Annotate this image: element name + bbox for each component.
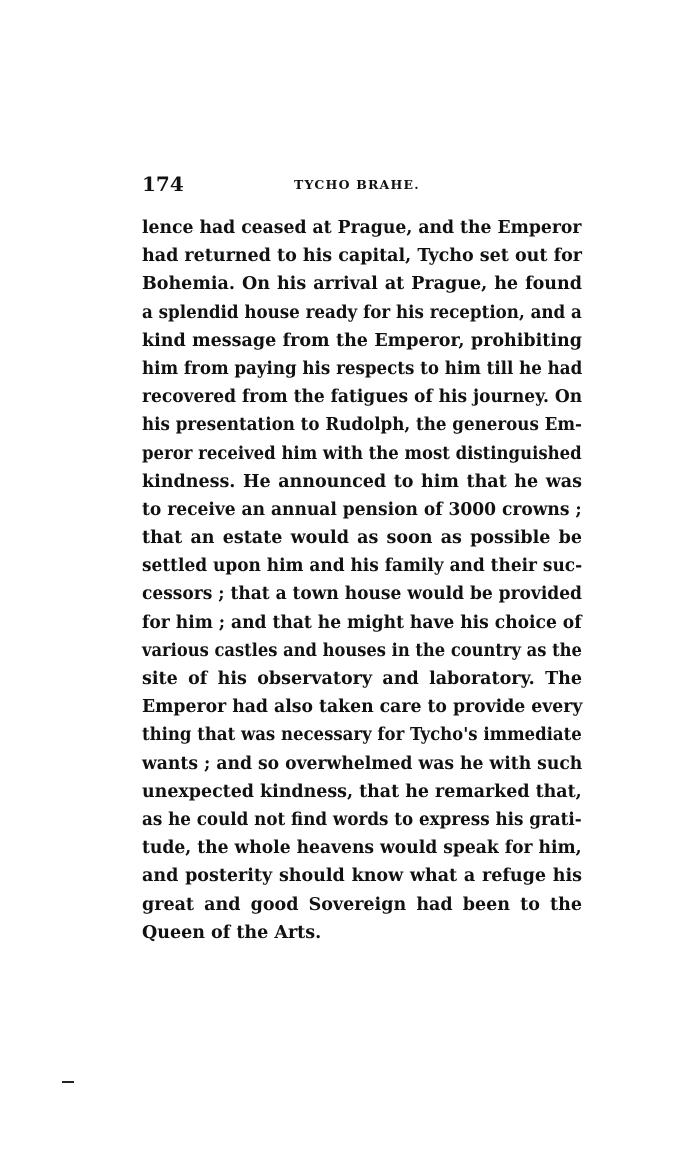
text-line: Bohemia. On his arrival at Prague, he found <box>142 274 582 295</box>
text-line: site of his observatory and laboratory. The <box>142 669 582 689</box>
text-line: thing that was necessary for Tycho's immediate <box>142 725 582 746</box>
text-line: a splendid house ready for his reception, and a <box>142 302 582 323</box>
text-line: as he could not find words to express his grati- <box>142 809 582 830</box>
text-line: settled upon him and his family and their suc- <box>142 556 583 577</box>
text-line: cessors ; that a town house would be provided <box>142 584 582 605</box>
text-line: and posterity should know what a refuge his <box>142 866 582 887</box>
text-line: great and good Sovereign had been to the <box>142 894 582 915</box>
text-line: peror received him with the most distinguished <box>142 443 582 464</box>
text-line: recovered from the fatigues of his journey. On <box>142 387 583 408</box>
text-line: kind message from the Emperor, prohibiting <box>142 330 582 351</box>
text-line: wants ; and so overwhelmed was he with such <box>142 753 583 774</box>
body-text <box>142 214 582 947</box>
text-line: to receive an annual pension of 3000 crowns ; <box>142 499 582 520</box>
text-line: that an estate would as soon as possible be <box>142 528 582 549</box>
text-line: unexpected kindness, that he remarked that, <box>142 781 582 802</box>
text-line: lence had ceased at Prague, and the Emperor <box>142 218 582 238</box>
text-line: for him ; and that he might have his choice of <box>142 612 582 633</box>
text-line: Emperor had also taken care to provide every <box>142 697 583 718</box>
margin-mark <box>62 1081 74 1083</box>
running-head: TYCHO BRAHE. <box>294 177 420 192</box>
text-line: his presentation to Rudolph, the generous Em- <box>142 415 582 436</box>
text-line: various castles and houses in the country as the <box>142 640 582 661</box>
text-line: tude, the whole heavens would speak for him, <box>142 838 582 859</box>
text-line: had returned to his capital, Tycho set out for <box>142 246 582 267</box>
text-line: kindness. He announced to him that he was <box>142 471 582 492</box>
text-line: Queen of the Arts. <box>142 922 322 943</box>
text-line: him from paying his respects to him till he had <box>142 358 583 379</box>
page-number: 174 <box>142 172 184 196</box>
